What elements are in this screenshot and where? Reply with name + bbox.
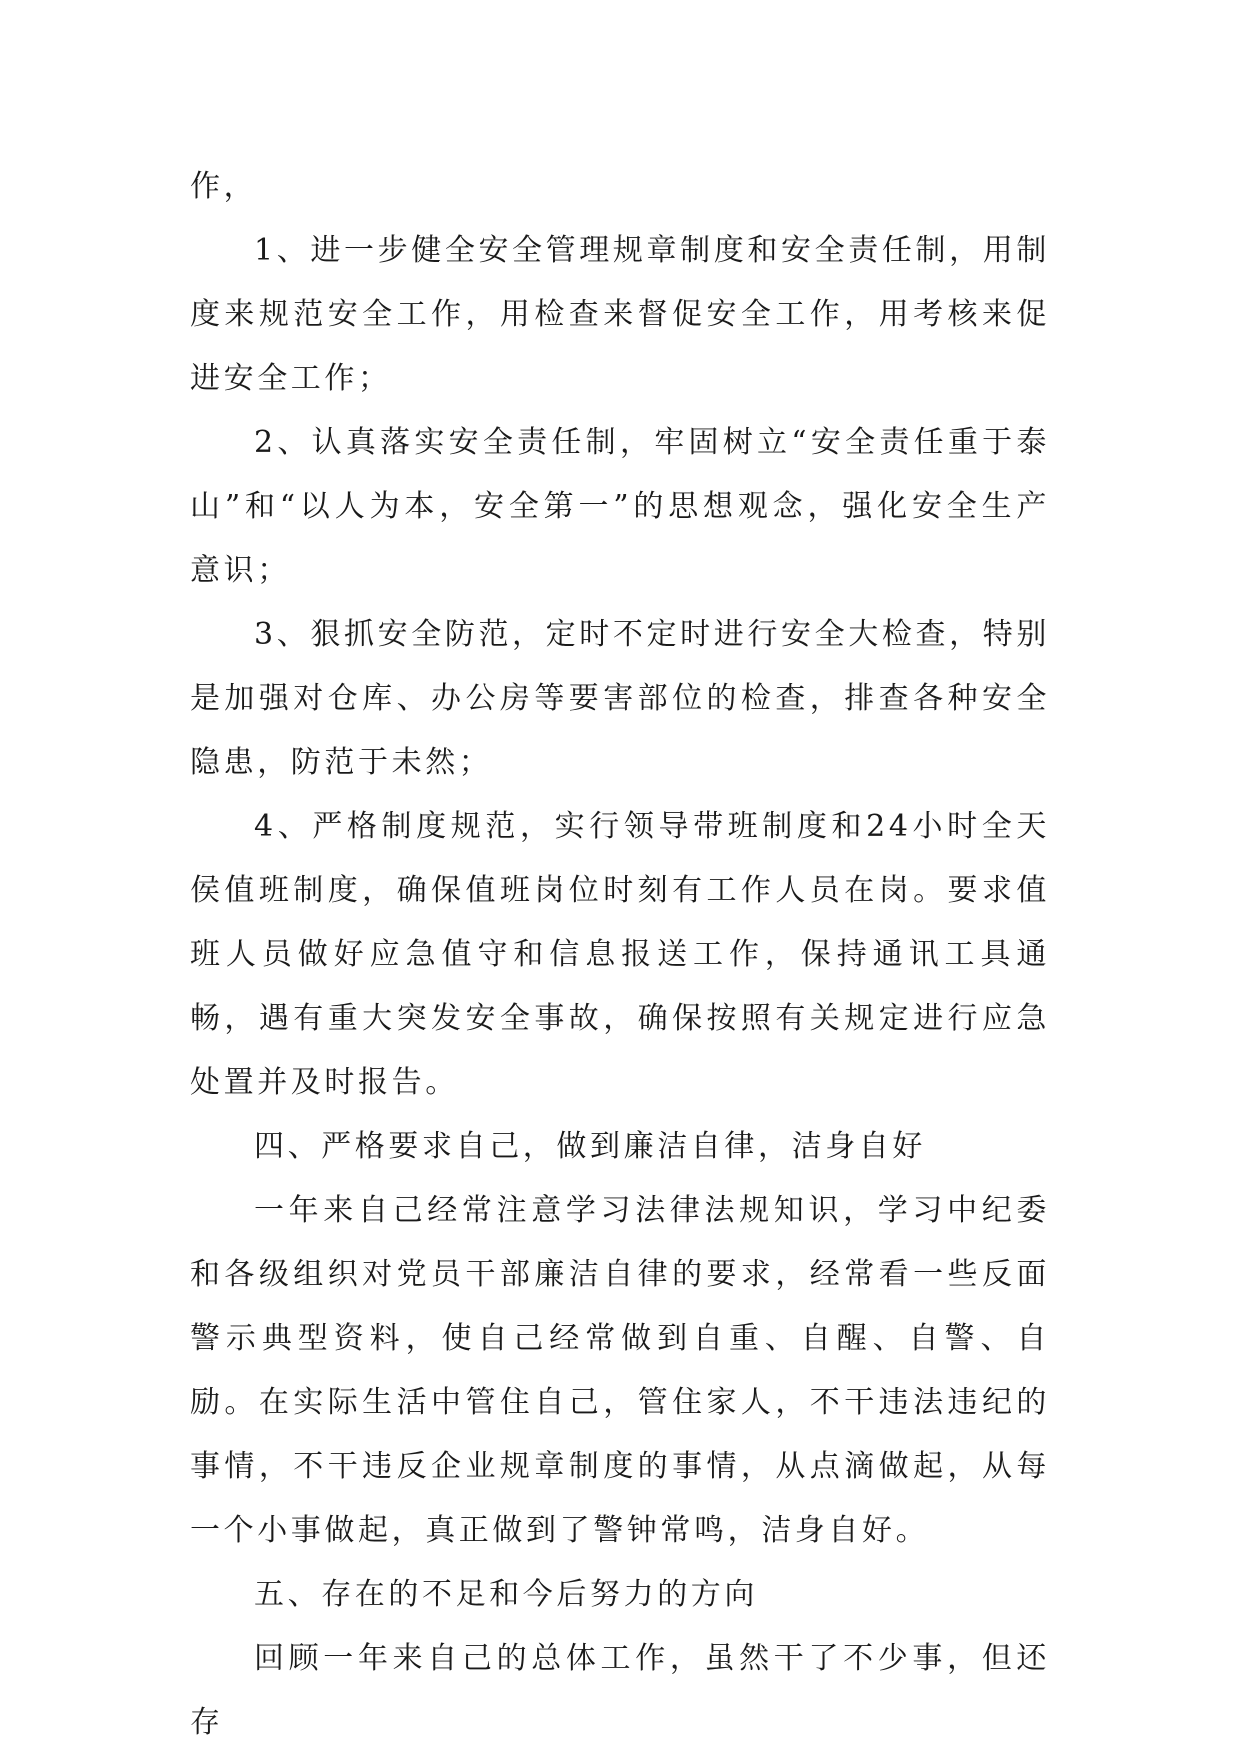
paragraph-item-2: 2、认真落实安全责任制，牢固树立“安全责任重于泰山”和“以人为本，安全第一”的思想观念，强化安全生产意识； (190, 425, 1050, 588)
section-heading-4: 四、严格要求自己，做到廉洁自律，洁身自好 (254, 1129, 926, 1164)
paragraph-item-4: 4、严格制度规范，实行领导带班制度和24小时全天侯值班制度，确保值班岗位时刻有工作人员在岗。要求值班人员做好应急值守和信息报送工作，保持通讯工具通畅，遇有重大突发安全事故，确保按照有关规定进行应急处置并及时报告。 (190, 809, 1050, 1100)
paragraph-integrity: 一年来自己经常注意学习法律法规知识，学习中纪委和各级组织对党员干部廉洁自律的要求，经常看一些反面警示典型资料，使自己经常做到自重、自醒、自警、自励。在实际生活中管住自己，管住家人，不干违法违纪的事情，不干违反企业规章制度的事情，从点滴做起，从每一个小事做起，真正做到了警钟常鸣，洁身自好。 (190, 1193, 1050, 1548)
section-heading-5: 五、存在的不足和今后努力的方向 (254, 1577, 758, 1612)
paragraph-continuation: 作， (190, 169, 258, 204)
document-body (190, 155, 1050, 1755)
paragraph-review: 回顾一年来自己的总体工作，虽然干了不少事，但还存 (190, 1641, 1050, 1740)
paragraph-item-3: 3、狠抓安全防范，定时不定时进行安全大检查，特别是加强对仓库、办公房等要害部位的检查，排查各种安全隐患，防范于未然； (190, 617, 1050, 780)
paragraph-item-1: 1、进一步健全安全管理规章制度和安全责任制，用制度来规范安全工作，用检查来督促安全工作，用考核来促进安全工作； (190, 233, 1050, 396)
